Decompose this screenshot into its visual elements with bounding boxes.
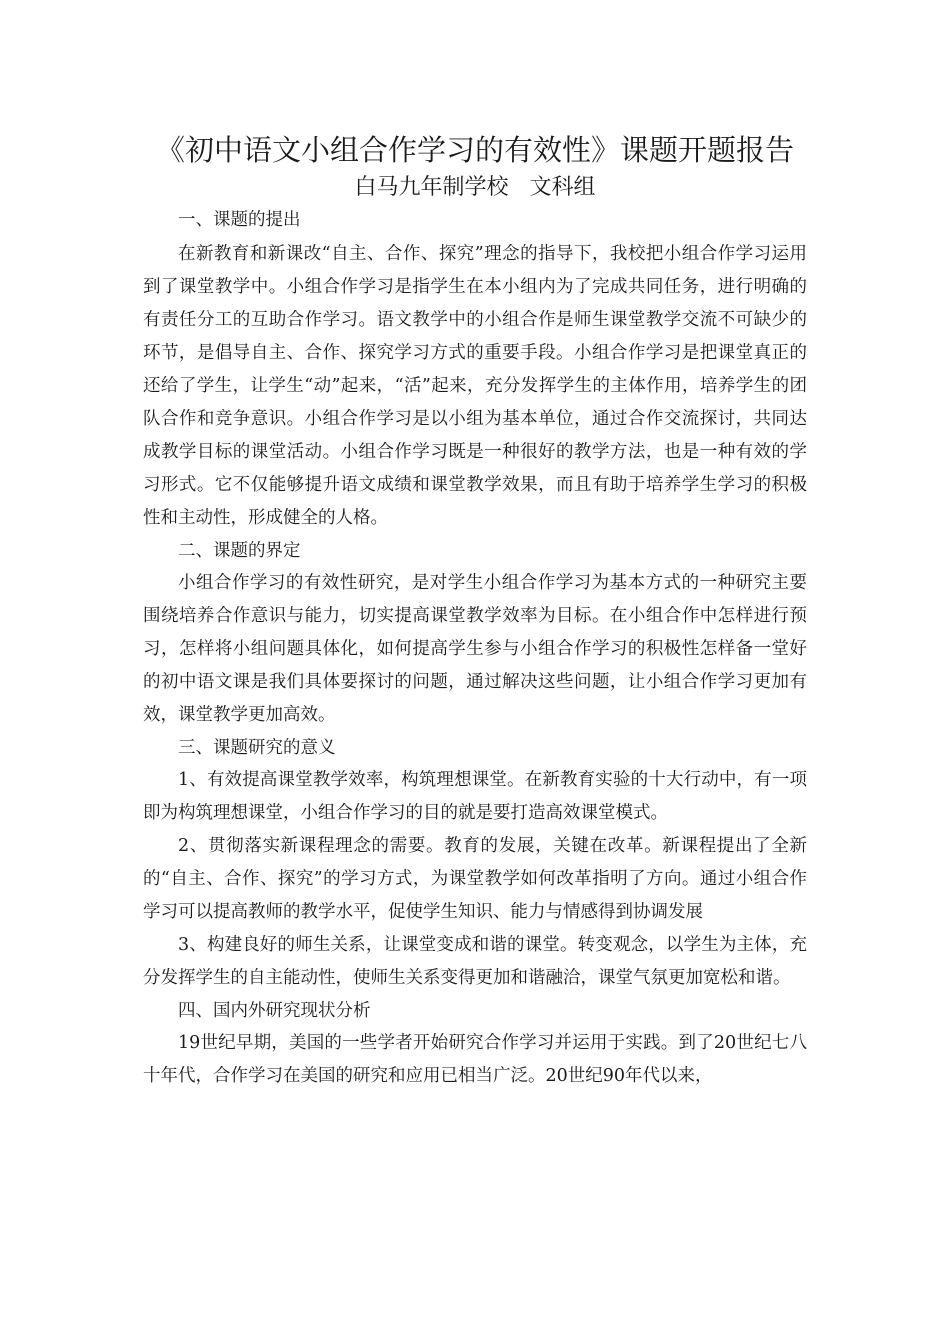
section-1 bbox=[143, 204, 807, 535]
paragraph: 19世纪早期，美国的一些学者开始研究合作学习并运用于实践。到了20世纪七八十年代，合作学习在美国的研究和应用已相当广泛。20世纪90年代以来， bbox=[143, 1033, 807, 1086]
section-heading: 四、国内外研究现状分析 bbox=[178, 1001, 371, 1021]
paragraph: 在新教育和新课改“自主、合作、探究”理念的指导下，我校把小组合作学习运用到了课堂教学中。小组合作学习是指学生在本小组内为了完成共同任务，进行明确的有责任分工的互助合作学习。语文教学中的小组合作是师生课堂教学交流不可缺少的环节，是倡导自主、合作、探究学习方式的重要手段。小组合作学习是把课堂真正的还给了学生，让学生“动”起来，“活”起来，充分发挥学生的主体作用，培养学生的团队合作和竞争意识。小组合作学习是以小组为基本单位，通过合作交流探讨，共同达成教学目标的课堂活动。小组合作学习既是一种很好的教学方法，也是一种有效的学习形式。它不仅能够提升语文成绩和课堂教学效果，而且有助于培养学生学习的积极性和主动性，形成健全的人格。 bbox=[143, 244, 807, 528]
section-2 bbox=[143, 535, 807, 732]
section-3 bbox=[143, 732, 807, 995]
document-page bbox=[143, 128, 807, 1093]
section-heading: 二、课题的界定 bbox=[178, 541, 301, 561]
paragraph: 1、有效提高课堂教学效率，构筑理想课堂。在新教育实验的十大行动中，有一项即为构筑理想课堂，小组合作学习的目的就是要打造高效课堂模式。 bbox=[143, 770, 807, 823]
section-4 bbox=[143, 995, 807, 1093]
paragraph: 小组合作学习的有效性研究，是对学生小组合作学习为基本方式的一种研究主要围绕培养合作意识与能力，切实提高课堂教学效率为目标。在小组合作中怎样进行预习，怎样将小组问题具体化，如何提高学生参与小组合作学习的积极性怎样备一堂好的初中语文课是我们具体要探讨的问题，通过解决这些问题，让小组合作学习更加有效，课堂教学更加高效。 bbox=[143, 573, 807, 725]
section-heading: 一、课题的提出 bbox=[178, 210, 301, 230]
document-subtitle: 白马九年制学校 文科组 bbox=[354, 175, 596, 200]
section-heading: 三、课题研究的意义 bbox=[178, 738, 336, 758]
document-title: 《初中语文小组合作学习的有效性》课题开题报告 bbox=[155, 133, 794, 167]
paragraph: 2、贯彻落实新课程理念的需要。教育的发展，关键在改革。新课程提出了全新的“自主、合作、探究”的学习方式，为课堂教学如何改革指明了方向。通过小组合作学习可以提高教师的教学水平，促使学生知识、能力与情感得到协调发展 bbox=[143, 836, 807, 922]
paragraph: 3、构建良好的师生关系，让课堂变成和谐的课堂。转变观念，以学生为主体，充分发挥学生的自主能动性，使师生关系变得更加和谐融洽，课堂气氛更加宽松和谐。 bbox=[143, 935, 807, 988]
